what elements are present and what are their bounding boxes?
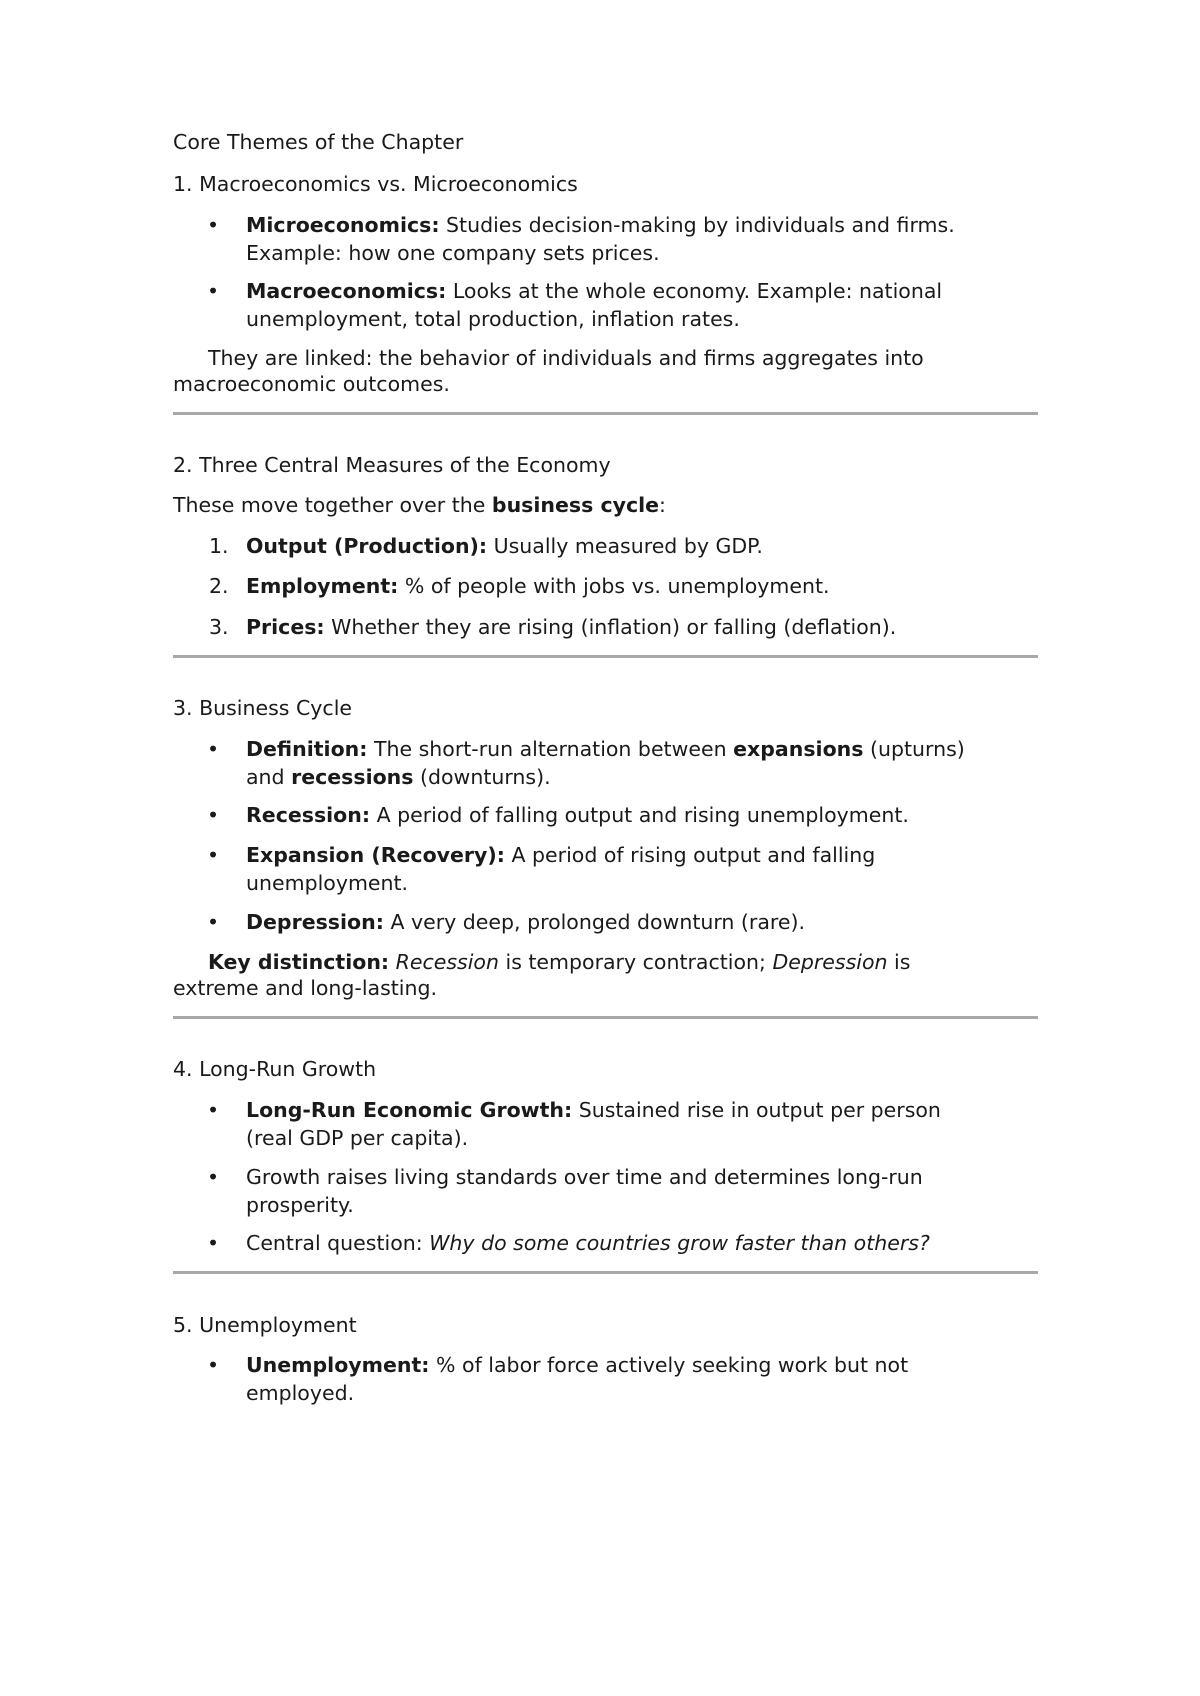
item-text: prosperity.: [246, 1193, 354, 1217]
term: Output (Production):: [246, 534, 488, 558]
bullet-icon: •: [207, 213, 220, 237]
item-text: A period of falling output and rising unemployment.: [370, 803, 909, 827]
bullet-icon: •: [207, 910, 220, 934]
item-text: unemployment.: [246, 871, 409, 895]
bullet-icon: •: [207, 803, 220, 827]
bullet-icon: •: [207, 737, 220, 761]
paragraph-line: extreme and long-lasting.: [173, 976, 438, 1000]
bullet-icon: •: [207, 279, 220, 303]
section-2-heading: 2. Three Central Measures of the Economy: [173, 453, 611, 477]
item-number: 3.: [209, 615, 229, 639]
term: Prices:: [246, 615, 325, 639]
item-text: Whether they are rising (inflation) or falling (deflation).: [324, 615, 897, 639]
item-text: Usually measured by GDP.: [487, 534, 763, 558]
term: Definition:: [246, 737, 368, 761]
section-3-heading: 3. Business Cycle: [173, 696, 353, 720]
central-question: Why do some countries grow faster than others?: [429, 1231, 930, 1255]
item-text: Looks at the whole economy. Example: national: [446, 279, 943, 303]
item-text: Example: how one company sets prices.: [246, 241, 660, 265]
term: Recession:: [246, 803, 371, 827]
term: Employment:: [246, 574, 399, 598]
term: Microeconomics:: [246, 213, 440, 237]
horizontal-rule: [173, 1271, 1038, 1274]
item-text: % of labor force actively seeking work but not: [429, 1353, 909, 1377]
section-1-heading: 1. Macroeconomics vs. Microeconomics: [173, 172, 578, 196]
item-number: 1.: [209, 534, 229, 558]
term: Depression:: [246, 910, 384, 934]
bullet-icon: •: [207, 1098, 220, 1122]
section-4-heading: 4. Long-Run Growth: [173, 1057, 377, 1081]
horizontal-rule: [173, 412, 1038, 415]
item-number: 2.: [209, 574, 229, 598]
bullet-icon: •: [207, 1353, 220, 1377]
bullet-icon: •: [207, 843, 220, 867]
bullet-icon: •: [207, 1231, 220, 1255]
item-text: Studies decision-making by individuals and firms.: [439, 213, 955, 237]
item-text: Growth raises living standards over time and determines long-run: [246, 1165, 923, 1189]
paragraph-line: macroeconomic outcomes.: [173, 372, 450, 396]
item-text: (real GDP per capita).: [246, 1126, 469, 1150]
document-title: Core Themes of the Chapter: [173, 130, 464, 154]
term: Macroeconomics:: [246, 279, 447, 303]
item-text: unemployment, total production, inflation rates.: [246, 307, 740, 331]
item-text: Sustained rise in output per person: [572, 1098, 941, 1122]
horizontal-rule: [173, 1016, 1038, 1019]
item-text: % of people with jobs vs. unemployment.: [398, 574, 830, 598]
item-text: A very deep, prolonged downturn (rare).: [383, 910, 806, 934]
horizontal-rule: [173, 655, 1038, 658]
paragraph-line: They are linked: the behavior of individuals and firms aggregates into: [208, 346, 924, 370]
bullet-icon: •: [207, 1165, 220, 1189]
term: Unemployment:: [246, 1353, 430, 1377]
item-text: Central question:: [246, 1231, 430, 1255]
term: Long-Run Economic Growth:: [246, 1098, 573, 1122]
term: Expansion (Recovery):: [246, 843, 505, 867]
section-2-intro: These move together over the business cycle:: [173, 493, 666, 517]
item-text: A period of rising output and falling: [504, 843, 876, 867]
section-5-heading: 5. Unemployment: [173, 1313, 357, 1337]
key-distinction-line: Key distinction: Recession is temporary contraction; Depression is: [208, 950, 911, 974]
item-text: employed.: [246, 1381, 355, 1405]
